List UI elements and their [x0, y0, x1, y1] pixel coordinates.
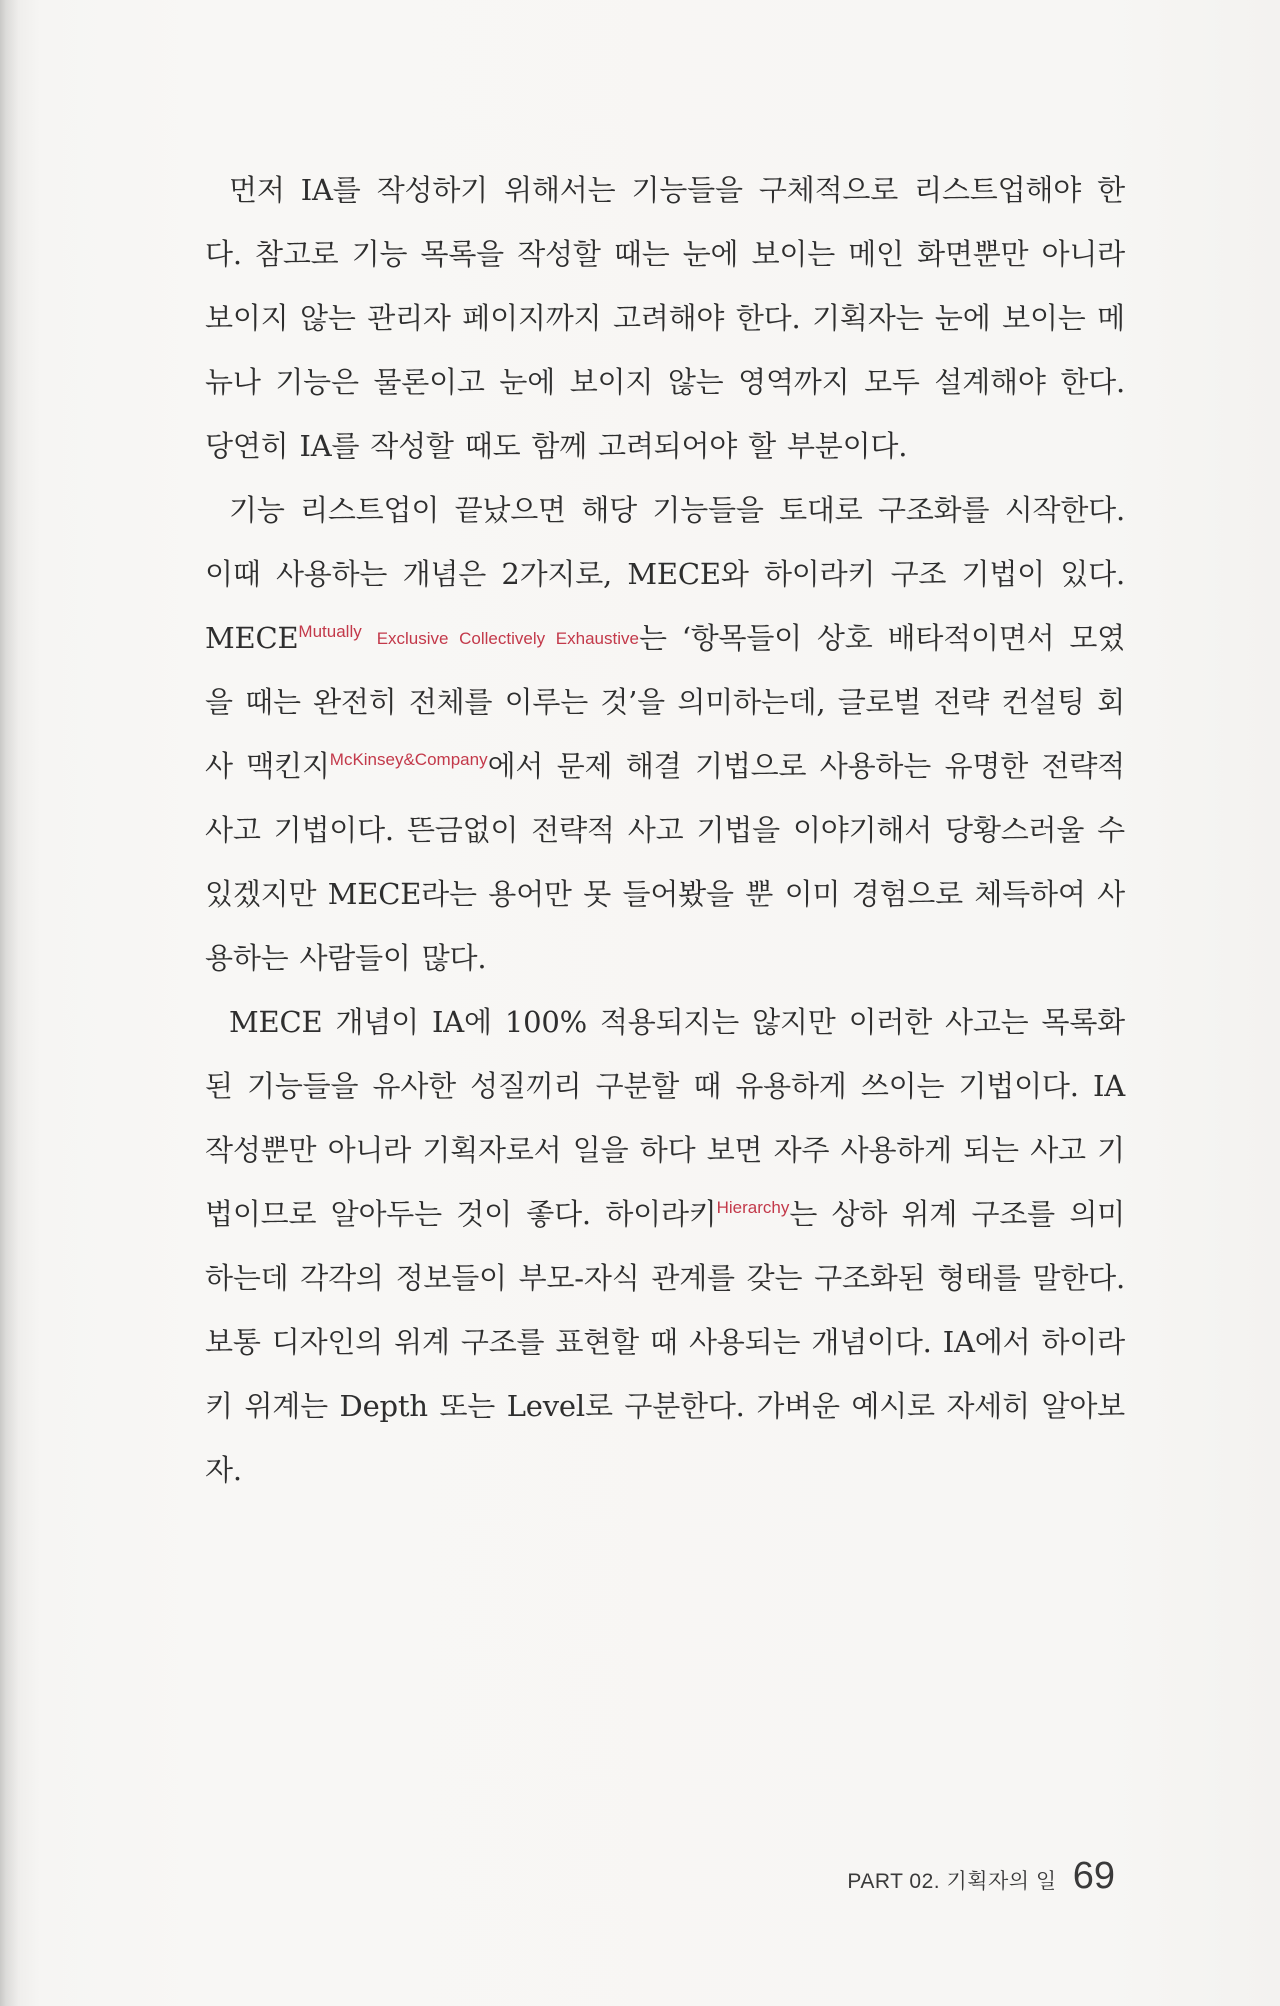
paragraph-3: [205, 990, 1125, 1502]
body-text: [205, 158, 1125, 1502]
page-number: 69: [1072, 1855, 1115, 1897]
paragraph-2-text-b: 는 ‘항목들이 상호 배타적이면서 모였을 때는 완전히 전체를 이루는 것’을 의미하는데, 글로벌 전략 컨설팅 회사 맥킨지: [205, 621, 1125, 783]
annotation-exclusive-collectively-exhaustive: Exclusive Collectively Exhaustive: [376, 629, 639, 648]
annotation-mutually: Mutually: [298, 622, 362, 641]
paragraph-3-text-b: 는 상하 위계 구조를 의미하는데 각각의 정보들이 부모-자식 관계를 갖는 구조화된 형태를 말한다. 보통 디자인의 위계 구조를 표현할 때 사용되는 개념이다. IA에서 하이라키 위계는 Depth 또는 Level로 구분한다. 가벼운 예시로 자세히 알아보자.: [205, 1197, 1125, 1487]
annotation-mckinsey: McKinsey&Company: [329, 750, 488, 769]
binding-shadow: [0, 0, 18, 2006]
paragraph-2: [205, 478, 1125, 990]
paragraph-1-text: 먼저 IA를 작성하기 위해서는 기능들을 구체적으로 리스트업해야 한다. 참고로 기능 목록을 작성할 때는 눈에 보이는 메인 화면뿐만 아니라 보이지 않는 관리자 페이지까지 고려해야 한다. 기획자는 눈에 보이는 메뉴나 기능은 물론이고 눈에 보이지 않는 영역까지 모두 설계해야 한다. 당연히 IA를 작성할 때도 함께 고려되어야 할 부분이다.: [205, 173, 1125, 463]
paragraph-3-text-a: MECE 개념이 IA에 100% 적용되지는 않지만 이러한 사고는 목록화된 기능들을 유사한 성질끼리 구분할 때 유용하게 쓰이는 기법이다. IA 작성뿐만 아니라 기획자로서 일을 하다 보면 자주 사용하게 되는 사고 기법이므로 알아두는 것이 좋다. 하이라키: [205, 1005, 1125, 1231]
paragraph-2-text-c: 에서 문제 해결 기법으로 사용하는 유명한 전략적 사고 기법이다. 뜬금없이 전략적 사고 기법을 이야기해서 당황스러울 수 있겠지만 MECE라는 용어만 못 들어봤을 뿐 이미 경험으로 체득하여 사용하는 사람들이 많다.: [205, 749, 1125, 975]
paragraph-1: [205, 158, 1125, 478]
annotation-hierarchy: Hierarchy: [716, 1198, 790, 1217]
paragraph-2-text-a: 기능 리스트업이 끝났으면 해당 기능들을 토대로 구조화를 시작한다. 이때 사용하는 개념은 2가지로, MECE와 하이라키 구조 기법이 있다. MECE: [205, 493, 1125, 655]
footer-section-label: PART 02. 기획자의 일: [847, 1870, 1057, 1893]
page-footer: [847, 1855, 1115, 1898]
